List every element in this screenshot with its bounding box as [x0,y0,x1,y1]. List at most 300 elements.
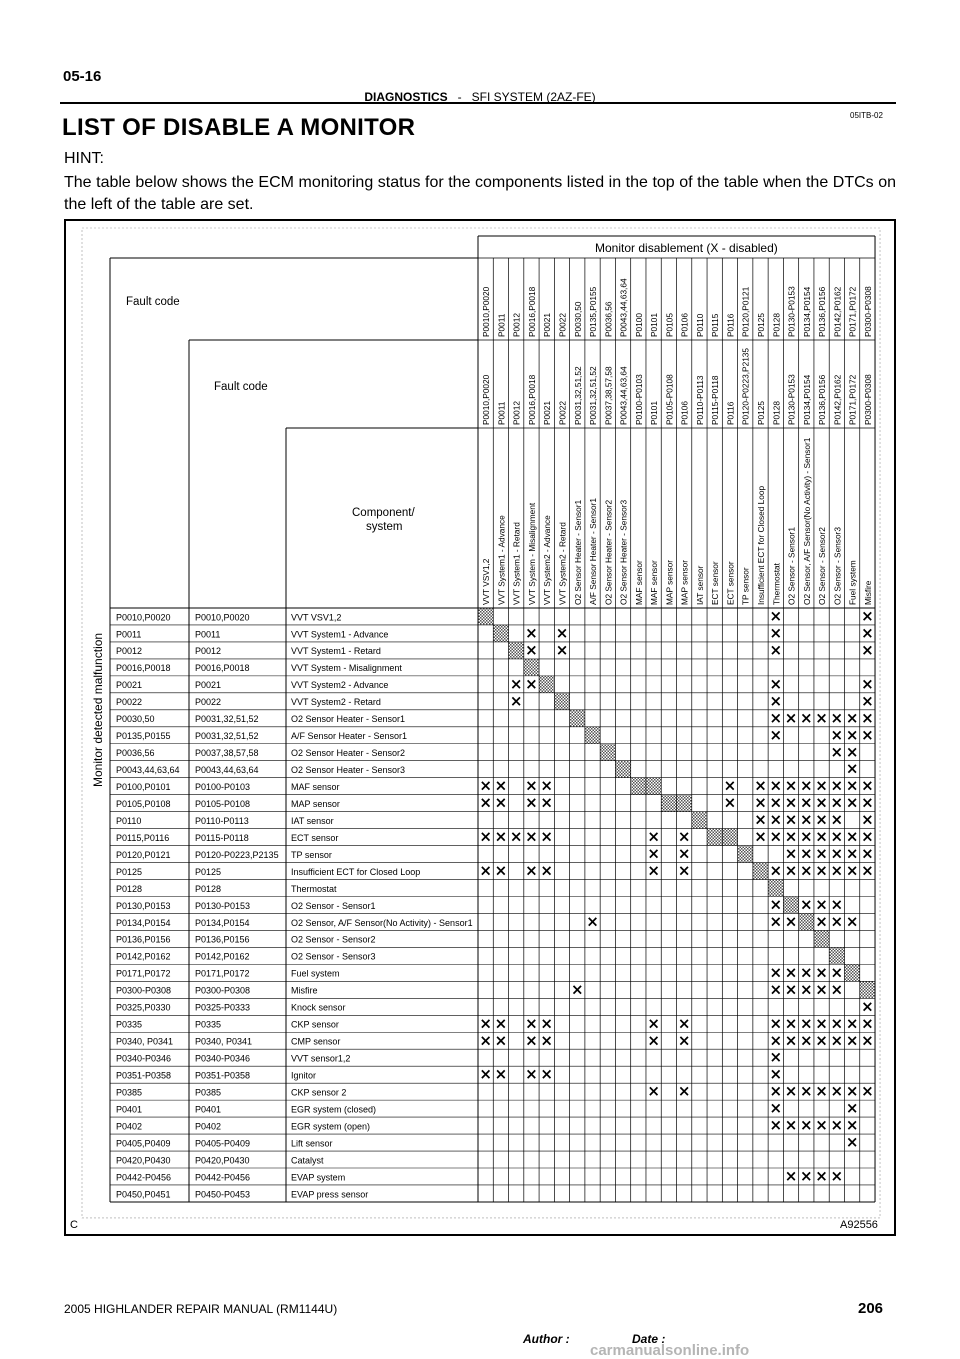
page-title: LIST OF DISABLE A MONITOR [62,114,416,141]
disabled-x-mark: × [540,776,554,795]
disabled-diagonal-cell [585,727,600,744]
subsection-title: SFI SYSTEM (2AZ-FE) [471,90,596,104]
disabled-x-mark: × [525,674,538,693]
column-code-mid: P0016,P0018 [526,374,537,425]
disabled-x-mark: × [800,827,813,846]
row-fault-code-1: P0405,P0409 [116,1138,171,1149]
column-code-mid: P0031,32,51,52 [572,366,583,425]
row-fault-code-1: P0120,P0121 [116,849,171,860]
row-component: Knock sensor [291,1002,346,1013]
disabled-x-mark: × [830,844,844,863]
row-component: Lift sensor [291,1138,333,1149]
disabled-x-mark: × [784,1167,798,1186]
row-fault-code-2: P0420,P0430 [195,1155,250,1166]
disabled-diagonal-cell [768,880,783,897]
row-fault-code-1: P0110 [116,815,142,826]
row-fault-code-2: P0043,44,63,64 [195,765,259,776]
disabled-x-mark: × [769,1099,783,1118]
row-fault-code-1: P0142,P0162 [116,951,171,962]
column-code-mid: P0130-P0153 [786,374,797,425]
column-component: Insufficient ECT for Closed Loop [755,485,766,605]
row-fault-code-2: P0171,P0172 [195,968,250,979]
disabled-x-mark: × [800,810,813,829]
disabled-x-mark: × [800,980,813,999]
row-fault-code-2: P0128 [195,883,222,894]
disabled-x-mark: × [845,793,859,812]
column-code-top: P0106 [679,313,690,337]
disabled-x-mark: × [754,810,767,829]
disabled-diagonal-cell [554,693,569,710]
disabled-x-mark: × [784,1031,798,1050]
disabled-diagonal-cell [799,913,814,930]
disabled-x-mark: × [815,708,828,727]
disabled-x-mark: × [845,742,859,761]
disabled-x-mark: × [555,640,569,659]
row-fault-code-2: P0401 [195,1104,222,1115]
column-code-top: P0011 [496,313,507,337]
disabled-x-mark: × [769,1048,783,1067]
disabled-x-mark: × [769,1014,783,1033]
column-component: O2 Sensor Heater - Sensor3 [618,499,629,605]
row-fault-code-1: P0134,P0154 [116,917,171,928]
disabled-x-mark: × [677,861,691,880]
disabled-x-mark: × [845,1116,859,1135]
disabled-x-mark: × [800,1031,813,1050]
disabled-x-mark: × [830,1082,844,1101]
row-fault-code-2: P0134,P0154 [195,917,250,928]
row-fault-code-1: P0402 [116,1121,143,1132]
row-fault-code-1: P0171,P0172 [116,968,171,979]
disabled-x-mark: × [800,895,813,914]
column-component: ECT sensor [710,561,721,605]
disabled-x-mark: × [677,827,691,846]
column-code-top: P0135,P0155 [588,286,599,337]
disabled-x-mark: × [845,1014,859,1033]
row-fault-code-2: P0136,P0156 [195,934,250,945]
row-component: TP sensor [291,849,332,860]
disabled-x-mark: × [494,861,508,880]
disabled-x-mark: × [830,1116,844,1135]
row-component: CKP sensor [291,1019,339,1030]
column-component: O2 Sensor - Sensor3 [832,527,843,605]
monitor-disable-figure [64,219,896,1236]
row-fault-code-2: P0450-P0453 [195,1189,251,1200]
disabled-x-mark: × [815,1082,828,1101]
disabled-x-mark: × [540,793,554,812]
column-component: VVT System2 - Advance [542,515,553,605]
disabled-x-mark: × [479,776,492,795]
disabled-diagonal-cell [738,846,753,863]
row-component: VVT sensor1,2 [291,1053,351,1064]
disabled-x-mark: × [830,963,844,982]
row-fault-code-2: P0022 [195,697,222,708]
disabled-x-mark: × [769,810,783,829]
column-code-top: P0043,44,63,64 [618,278,629,337]
disabled-x-mark: × [647,861,660,880]
row-component: MAP sensor [291,798,340,809]
disabled-x-mark: × [800,776,813,795]
disabled-x-mark: × [845,1133,859,1152]
column-code-mid: P0010,P0020 [481,374,492,425]
column-component: Misfire [862,580,873,605]
row-fault-code-2: P0011 [195,629,221,640]
row-fault-code-2: P0012 [195,646,222,657]
row-component: IAT sensor [291,815,334,826]
row-fault-code-2: P0031,32,51,52 [195,714,259,725]
disabled-x-mark: × [845,1099,859,1118]
disabled-x-mark: × [647,1014,660,1033]
disabled-x-mark: × [861,725,874,744]
disabled-x-mark: × [830,793,844,812]
section-title: DIAGNOSTICS [364,90,448,104]
column-code-mid: P0115-P0118 [710,375,721,425]
page-number: 05-16 [63,68,102,85]
column-code-top: P0021 [542,313,553,337]
disabled-x-mark: × [784,708,798,727]
row-fault-code-1: P0420,P0430 [116,1155,171,1166]
row-fault-code-1: P0442-P0456 [116,1172,172,1183]
disabled-x-mark: × [830,895,844,914]
disabled-x-mark: × [525,623,538,642]
row-fault-code-2: P0442-P0456 [195,1172,251,1183]
disabled-x-mark: × [845,912,859,931]
column-component: Thermostat [771,563,782,605]
disabled-x-mark: × [479,827,492,846]
component-header-line2: system [366,521,403,533]
disabled-x-mark: × [769,725,783,744]
disabled-x-mark: × [830,912,844,931]
disabled-x-mark: × [800,1082,813,1101]
column-component: Fuel system [847,560,858,605]
column-component: O2 Sensor Heater - Sensor2 [603,499,614,605]
column-component: MAF sensor [633,560,644,605]
disabled-x-mark: × [830,708,844,727]
disabled-x-mark: × [861,1082,874,1101]
column-code-mid: P0101 [649,401,660,425]
disabled-x-mark: × [830,980,844,999]
disabled-x-mark: × [769,776,783,795]
disabled-x-mark: × [754,793,767,812]
disabled-x-mark: × [845,776,859,795]
disabled-x-mark: × [861,776,874,795]
disabled-x-mark: × [494,1014,508,1033]
disabled-x-mark: × [861,793,874,812]
row-fault-code-1: P0012 [116,646,143,657]
figure-letter: C [70,1219,78,1231]
intro-paragraph: The table below shows the ECM monitoring status for the components listed in the top of the table when the DTCs on the left of the table are set. [64,174,896,213]
column-code-top: P0010,P0020 [481,286,492,337]
disabled-diagonal-cell [646,778,661,795]
disabled-x-mark: × [800,1014,813,1033]
column-code-mid: P0134,P0154 [801,374,812,425]
row-component: MAF sensor [291,782,340,792]
figure-id: A92556 [840,1219,878,1231]
disabled-x-mark: × [784,844,798,863]
disabled-x-mark: × [800,861,813,880]
disabled-x-mark: × [479,861,492,880]
disabled-x-mark: × [784,1116,798,1135]
disabled-x-mark: × [769,1082,783,1101]
disabled-x-mark: × [677,1031,691,1050]
disabled-diagonal-cell [753,863,768,880]
disabled-x-mark: × [784,963,798,982]
column-code-top: P0134,P0154 [801,286,812,337]
column-code-top: P0030,50 [572,301,583,337]
disabled-x-mark: × [784,827,798,846]
row-fault-code-1: P0351-P0358 [116,1070,172,1081]
disabled-x-mark: × [540,1031,554,1050]
disabled-x-mark: × [540,1014,554,1033]
column-code-mid: P0021 [542,401,553,425]
disabled-x-mark: × [525,793,538,812]
row-fault-code-2: P0110-P0113 [195,815,249,826]
column-component: O2 Sensor Heater - Sensor1 [572,499,583,605]
column-component: O2 Sensor - Sensor1 [786,527,797,605]
column-code-mid: P0012 [511,401,522,425]
row-fault-code-2: P0300-P0308 [195,985,251,996]
row-fault-code-1: P0030,50 [116,714,155,725]
column-code-top: P0125 [755,313,766,337]
row-fault-code-2: P0130-P0153 [195,900,251,911]
disabled-x-mark: × [784,776,798,795]
row-component: EGR system (open) [291,1121,371,1132]
disabled-x-mark: × [769,1065,783,1084]
disabled-x-mark: × [800,1116,813,1135]
disabled-x-mark: × [769,895,783,914]
column-code-top: P0101 [649,313,660,337]
disabled-x-mark: × [830,1031,844,1050]
disabled-x-mark: × [861,997,874,1016]
disabled-diagonal-cell [631,778,646,795]
header-dash: - [457,90,462,104]
disabled-x-mark: × [647,1031,660,1050]
disabled-x-mark: × [845,708,859,727]
disabled-diagonal-cell [692,812,707,829]
row-fault-code-2: P0115-P0118 [195,832,249,843]
column-code-mid: P0100-P0103 [633,374,644,425]
column-code-mid: P0142,P0162 [832,374,843,425]
fault-code-header-1: Fault code [126,296,180,308]
disabled-diagonal-cell [615,761,630,778]
monitor-table [66,221,894,1234]
row-component: VVT System1 - Advance [291,629,389,640]
row-fault-code-2: P0335 [195,1019,222,1030]
row-fault-code-2: P0340-P0346 [195,1053,251,1064]
disabled-x-mark: × [861,708,874,727]
disabled-x-mark: × [815,827,828,846]
column-code-top: P0022 [557,313,568,337]
disabled-x-mark: × [784,980,798,999]
column-code-mid: P0120-P0223,P2135 [740,347,751,425]
disabled-diagonal-cell [677,795,692,812]
disabled-x-mark: × [494,1031,508,1050]
document-code: 05ITB-02 [850,111,883,120]
disabled-x-mark: × [769,793,783,812]
footer-manual: 2005 HIGHLANDER REPAIR MANUAL (RM1144U) [64,1302,338,1316]
column-component: O2 Sensor - Sensor2 [817,527,828,605]
disabled-diagonal-cell [722,829,737,846]
disabled-x-mark: × [769,607,783,625]
disabled-x-mark: × [784,861,798,880]
column-component: VVT VSV1,2 [481,558,492,605]
disabled-x-mark: × [769,623,783,642]
row-fault-code-2: P0325-P0333 [195,1002,251,1013]
disabled-x-mark: × [769,1031,783,1050]
disabled-x-mark: × [784,912,798,931]
disabled-x-mark: × [540,1065,554,1084]
row-fault-code-2: P0037,38,57,58 [195,748,259,759]
column-code-mid: P0300-P0308 [862,374,873,425]
row-fault-code-1: P0340, P0341 [116,1036,174,1047]
column-component: VVT System2 - Retard [557,522,568,605]
monitor-disablement-title: Monitor disablement (X - disabled) [595,241,778,255]
row-component: Insufficient ECT for Closed Loop [291,866,421,877]
disabled-x-mark: × [830,725,844,744]
row-fault-code-2: P0021 [195,680,222,691]
row-component: VVT System2 - Retard [291,697,381,708]
column-code-top: P0116 [725,313,736,337]
disabled-x-mark: × [845,759,859,778]
disabled-x-mark: × [647,844,660,863]
disabled-x-mark: × [830,1014,844,1033]
disabled-x-mark: × [525,640,538,659]
row-fault-code-2: P0031,32,51,52 [195,731,259,742]
monitor-detected-label: Monitor detected malfunction [91,632,105,787]
row-fault-code-1: P0010,P0020 [116,612,171,623]
disabled-x-mark: × [479,1065,492,1084]
disabled-x-mark: × [494,827,508,846]
disabled-x-mark: × [525,776,538,795]
row-component: CMP sensor [291,1036,341,1047]
disabled-x-mark: × [845,1082,859,1101]
hint-label: HINT: [64,150,104,167]
disabled-x-mark: × [861,640,874,659]
disabled-x-mark: × [525,861,538,880]
disabled-x-mark: × [861,861,874,880]
row-fault-code-1: P0325,P0330 [116,1002,171,1013]
disabled-diagonal-cell [860,981,875,998]
column-code-mid: P0043,44,63,64 [618,366,629,425]
column-code-top: P0105 [664,313,675,337]
row-fault-code-2: P0142,P0162 [195,951,250,962]
row-fault-code-1: P0100,P0101 [116,782,171,792]
row-component: EVAP press sensor [291,1189,369,1200]
row-component: O2 Sensor - Sensor2 [291,934,376,945]
row-component: O2 Sensor Heater - Sensor3 [291,765,406,776]
row-fault-code-2: P0120-P0223,P2135 [195,849,279,860]
row-fault-code-2: P0010,P0020 [195,612,250,623]
row-fault-code-1: P0036,56 [116,748,155,759]
column-code-top: P0300-P0308 [862,286,873,337]
disabled-x-mark: × [861,607,874,625]
disabled-x-mark: × [800,708,813,727]
column-component: VVT System1 - Retard [511,522,522,605]
column-code-mid: P0105-P0108 [664,374,675,425]
row-component: VVT System - Misalignment [291,663,402,674]
row-fault-code-1: P0011 [116,629,142,640]
column-code-mid: P0106 [679,401,690,425]
disabled-x-mark: × [784,1082,798,1101]
author-label: Author : [523,1332,570,1346]
row-fault-code-2: P0351-P0358 [195,1070,251,1081]
disabled-diagonal-cell [814,930,829,947]
disabled-x-mark: × [815,810,828,829]
disabled-x-mark: × [815,895,828,914]
column-code-top: P0100 [633,313,644,337]
disabled-diagonal-cell [844,964,859,981]
disabled-x-mark: × [723,793,737,812]
disabled-x-mark: × [479,793,492,812]
disabled-x-mark: × [769,1116,783,1135]
disabled-x-mark: × [769,912,783,931]
disabled-diagonal-cell [570,710,585,727]
disabled-x-mark: × [525,1031,538,1050]
disabled-x-mark: × [647,827,660,846]
column-code-top: P0115 [710,313,721,337]
disabled-x-mark: × [647,1082,660,1101]
column-code-mid: P0136,P0156 [817,374,828,425]
disabled-diagonal-cell [509,642,524,659]
disabled-x-mark: × [769,708,783,727]
row-component: O2 Sensor Heater - Sensor2 [291,748,406,759]
disabled-x-mark: × [494,1065,508,1084]
disabled-x-mark: × [830,742,844,761]
row-component: O2 Sensor - Sensor3 [291,951,376,962]
disabled-x-mark: × [769,691,783,710]
row-component: EGR system (closed) [291,1104,377,1115]
disabled-x-mark: × [861,827,874,846]
disabled-x-mark: × [830,827,844,846]
disabled-x-mark: × [830,861,844,880]
row-fault-code-1: P0105,P0108 [116,798,171,809]
column-code-mid: P0022 [557,401,568,425]
column-code-top: P0120,P0121 [740,286,751,337]
column-code-mid: P0037,38,57,58 [603,366,614,425]
disabled-x-mark: × [494,776,508,795]
disabled-x-mark: × [784,793,798,812]
disabled-x-mark: × [815,776,828,795]
disabled-x-mark: × [754,776,767,795]
row-fault-code-1: P0016,P0018 [116,663,171,674]
column-code-top: P0142,P0162 [832,286,843,337]
disabled-x-mark: × [784,1014,798,1033]
disabled-x-mark: × [815,1167,828,1186]
column-component: ECT sensor [725,561,736,605]
column-code-mid: P0125 [755,401,766,425]
row-component: A/F Sensor Heater - Sensor1 [291,731,408,742]
disabled-x-mark: × [815,1116,828,1135]
disabled-diagonal-cell [524,659,539,676]
column-code-top: P0171,P0172 [847,286,858,337]
row-fault-code-2: P0385 [195,1087,222,1098]
date-label: Date : [632,1332,666,1346]
row-component: Misfire [291,985,318,996]
disabled-x-mark: × [754,827,767,846]
disabled-x-mark: × [861,844,874,863]
disabled-x-mark: × [769,674,783,693]
disabled-x-mark: × [861,810,874,829]
disabled-diagonal-cell [707,829,722,846]
disabled-x-mark: × [845,861,859,880]
row-fault-code-1: P0385 [116,1087,143,1098]
column-code-mid: P0031,32,51,52 [588,366,599,425]
disabled-x-mark: × [830,810,844,829]
column-code-mid: P0116 [725,401,736,425]
column-code-top: P0012 [511,313,522,337]
disabled-x-mark: × [845,844,859,863]
row-fault-code-1: P0125 [116,866,143,877]
disabled-x-mark: × [861,623,874,642]
